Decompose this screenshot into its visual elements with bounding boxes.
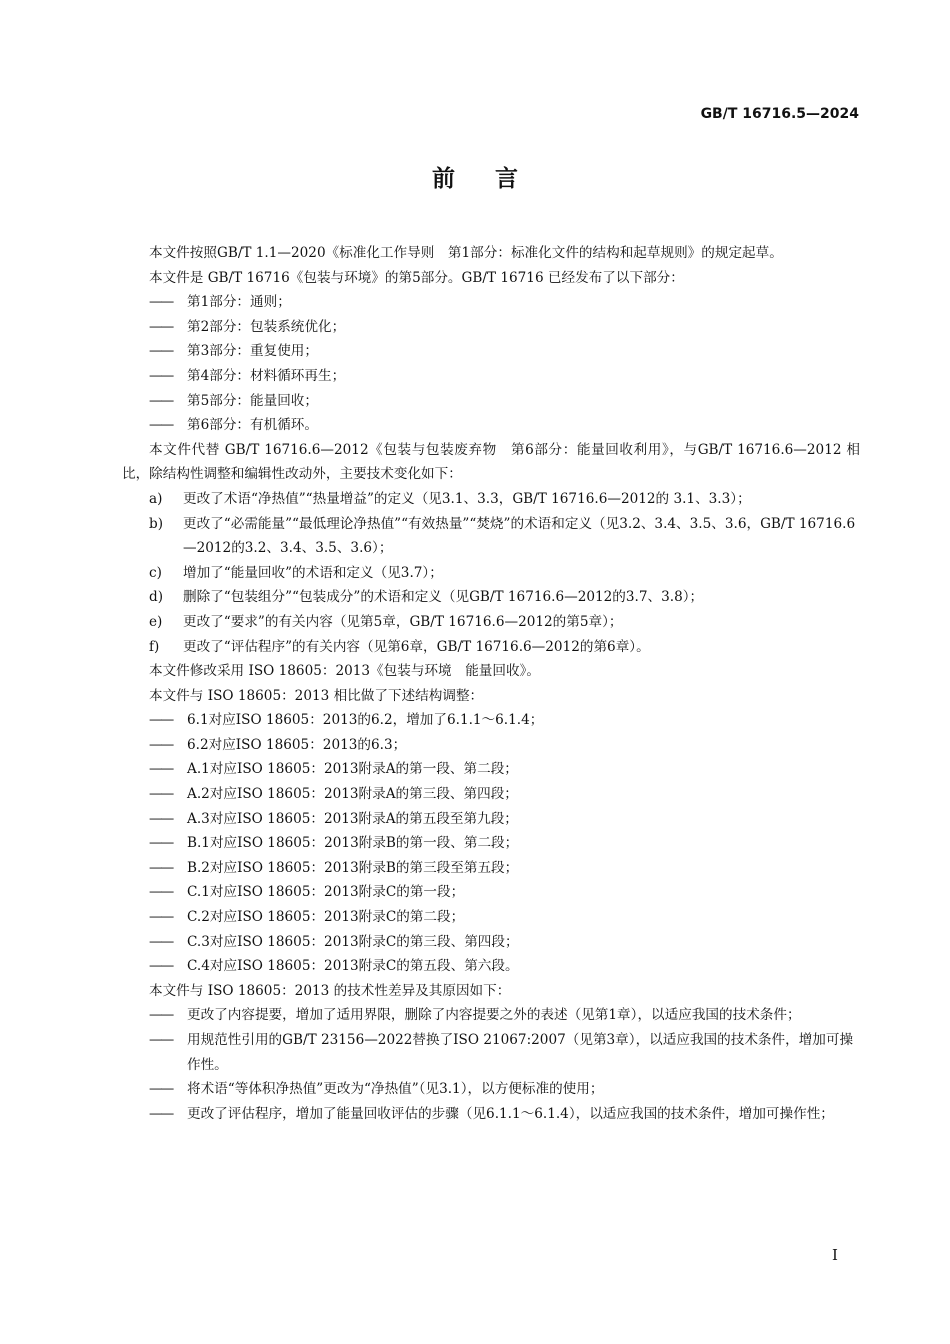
item-marker: e)	[149, 613, 163, 630]
change-item	[122, 610, 860, 635]
list-item: —— C.2对应ISO 18605：2013附录C的第二段；	[122, 905, 860, 930]
paragraph-structure-changes: 本文件与 ISO 18605：2013 相比做了下述结构调整：	[149, 687, 484, 704]
list-item: —— C.3对应ISO 18605：2013附录C的第三段、第四段；	[122, 930, 860, 955]
item-marker: f)	[149, 638, 160, 655]
page-title: 前言	[432, 166, 558, 192]
list-item: —— 第4部分：材料循环再生；	[122, 364, 860, 389]
page-number: I	[832, 1246, 838, 1264]
list-item: —— 6.1对应ISO 18605：2013的6.2，增加了6.1.1～6.1.4；	[122, 708, 860, 733]
list-item: —— 将术语“等体积净热值”更改为“净热值”（见3.1），以方便标准的使用；	[122, 1077, 860, 1102]
list-item: —— 第1部分：通则；	[122, 290, 860, 315]
list-item: —— 第3部分：重复使用；	[122, 339, 860, 364]
list-item: —— C.1对应ISO 18605：2013附录C的第一段；	[122, 880, 860, 905]
list-item: —— 第5部分：能量回收；	[122, 389, 860, 414]
paragraph-series-parts: 本文件是 GB/T 16716《包装与环境》的第5部分。GB/T 16716 已经发布了以下部分：	[149, 269, 684, 286]
document-body	[122, 241, 860, 1126]
item-text: 更改了“评估程序”的有关内容（见第6章，GB/T 16716.6—2012的第6章）。	[183, 638, 650, 655]
list-item: —— 第2部分：包装系统优化；	[122, 315, 860, 340]
item-text: 更改了“要求”的有关内容（见第5章，GB/T 16716.6—2012的第5章）；	[183, 613, 623, 630]
list-item: —— C.4对应ISO 18605：2013附录C的第五段、第六段。	[122, 954, 860, 979]
paragraph-technical-differences: 本文件与 ISO 18605：2013 的技术性差异及其原因如下：	[149, 982, 511, 999]
list-item: —— B.1对应ISO 18605：2013附录B的第一段、第二段；	[122, 831, 860, 856]
list-item: —— A.2对应ISO 18605：2013附录A的第三段、第四段；	[122, 782, 860, 807]
list-item: —— 更改了内容提要，增加了适用界限，删除了内容提要之外的表述（见第1章），以适应我国的技术条件；	[122, 1003, 860, 1028]
list-item: —— 更改了评估程序，增加了能量回收评估的步骤（见6.1.1～6.1.4），以适应我国的技术条件，增加可操作性；	[122, 1102, 860, 1127]
list-item: —— 用规范性引用的GB/T 23156—2022替换了ISO 21067:2007（见第3章），以适应我国的技术条件，增加可操作性。	[122, 1028, 860, 1077]
list-item: —— 6.2对应ISO 18605：2013的6.3；	[122, 733, 860, 758]
paragraph-iso-adoption: 本文件修改采用 ISO 18605：2013《包装与环境 能量回收》。	[149, 663, 540, 680]
list-item: —— A.3对应ISO 18605：2013附录A的第五段至第九段；	[122, 807, 860, 832]
item-marker: d)	[149, 589, 164, 606]
item-text: 删除了“包装组分”“包装成分”的术语和定义（见GB/T 16716.6—2012的3.7、3.8）；	[183, 589, 704, 606]
paragraph-drafting-rules: 本文件按照GB/T 1.1—2020《标准化工作导则 第1部分：标准化文件的结构和起草规则》的规定起草。	[149, 245, 783, 261]
item-marker: b)	[149, 515, 164, 532]
item-text: 增加了“能量回收”的术语和定义（见3.7）；	[183, 564, 443, 581]
change-item	[122, 585, 860, 610]
change-item	[122, 561, 860, 586]
change-item	[122, 635, 860, 660]
item-text: 更改了“必需能量”“最低理论净热值”“有效热量”“焚烧”的术语和定义（见3.2、3.4、3.5、3.6，GB/T 16716.6—2012的3.2、3.4、3.5、3.6）；	[183, 515, 856, 557]
paragraph-replacement: 本文件代替 GB/T 16716.6—2012《包装与包装废弃物 第6部分：能量回收利用》，与GB/T 16716.6—2012 相比，除结构性调整和编辑性改动外，主要技术变化如下：	[122, 441, 860, 483]
list-item: —— A.1对应ISO 18605：2013附录A的第一段、第二段；	[122, 757, 860, 782]
item-marker: a)	[149, 490, 163, 507]
item-marker: c)	[149, 564, 162, 581]
standard-number: GB/T 16716.5—2024	[700, 106, 859, 122]
list-item: —— 第6部分：有机循环。	[122, 413, 860, 438]
change-item	[122, 487, 860, 512]
list-item: —— B.2对应ISO 18605：2013附录B的第三段至第五段；	[122, 856, 860, 881]
change-item	[122, 512, 860, 561]
item-text: 更改了术语“净热值”“热量增益”的定义（见3.1、3.3，GB/T 16716.6—2012的 3.1、3.3）；	[183, 490, 751, 507]
